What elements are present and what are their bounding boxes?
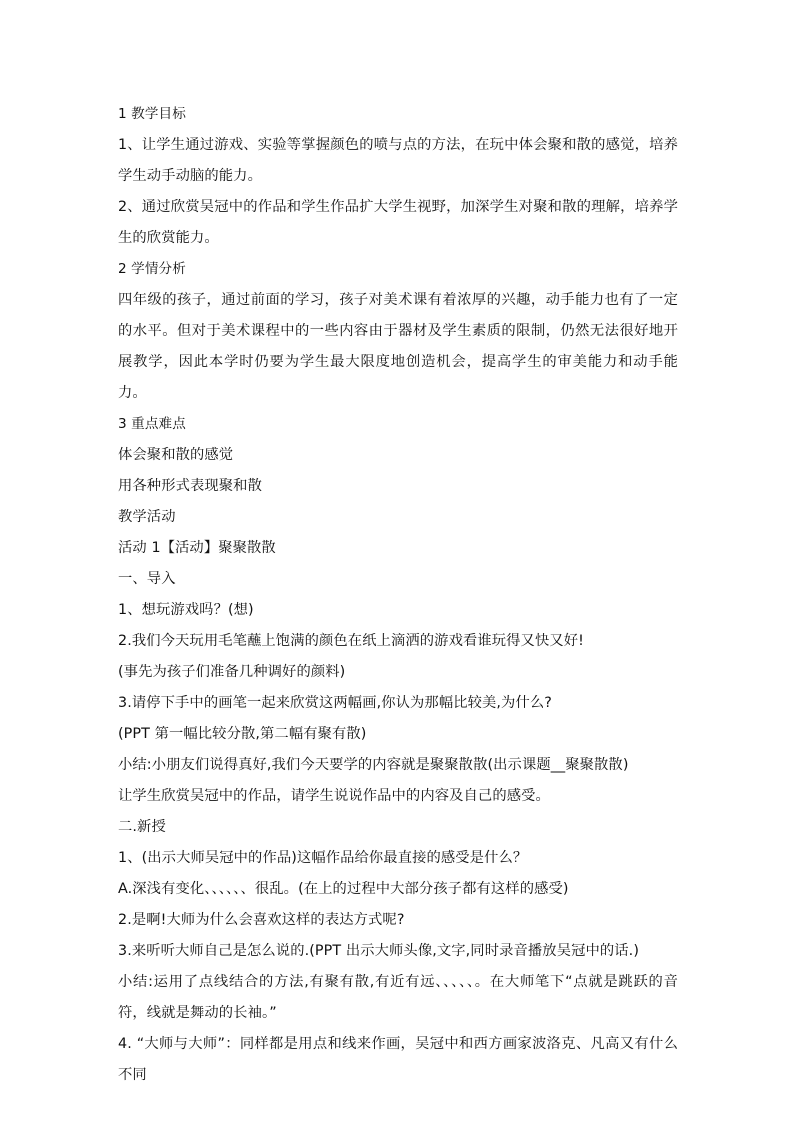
intro-step-2: 2.我们今天玩用毛笔蘸上饱满的颜色在纸上滴洒的游戏看谁玩得又快又好!	[118, 633, 584, 649]
lesson-answer-a: A.深浅有变化、、、、、、很乱。(在上的过程中大部分孩子都有这样的感受)	[118, 881, 569, 897]
analysis-paragraph: 四年级的孩子，通过前面的学习，孩子对美术课有着浓厚的兴趣，动手能力也有了一定的水平。但对于美术课程中的一些内容由于器材及学生素质的限制，仍然无法很好地开展教学，因此本学时仍要为学生最大限度地创造机会，提高学生的审美能力和动手能力。	[118, 292, 678, 401]
lesson-step-4: 4. “大师与大师”：同样都是用点和线来作画，吴冠中和西方画家波洛克、凡高又有什么不同	[118, 1036, 678, 1083]
lesson-step-3: 3.来听听大师自己是怎么说的.(PPT 出示大师头像,文字,同时录音播放吴冠中的话.)	[118, 943, 639, 959]
objective-2: 2、通过欣赏吴冠中的作品和学生作品扩大学生视野，加深学生对聚和散的理解，培养学生的欣赏能力。	[118, 199, 678, 246]
lesson-step-1: 1、(出示大师吴冠中的作品)这幅作品给你最直接的感受是什么？	[118, 850, 528, 866]
lesson-summary: 小结:运用了点线结合的方法,有聚有散,有近有远、、、、、。在大师笔下“点就是跳跃的音符，线就是舞动的长袖。”	[118, 974, 678, 1021]
intro-summary: 小结:小朋友们说得真好,我们今天要学的内容就是聚聚散散(出示课题__聚聚散散)	[118, 757, 629, 773]
section-heading-analysis: 2 学情分析	[118, 261, 186, 277]
part-2-new-lesson: 二.新授	[118, 819, 166, 835]
section-heading-key-points: 3 重点难点	[118, 416, 186, 432]
key-point-1: 体会聚和散的感觉	[118, 447, 234, 463]
teaching-activities-title: 教学活动	[118, 509, 176, 525]
intro-step-3: 3.请停下手中的画笔一起来欣赏这两幅画,你认为那幅比较美,为什么?	[118, 695, 552, 711]
section-heading-objectives: 1 教学目标	[118, 106, 186, 122]
intro-appreciation: 让学生欣赏吴冠中的作品，请学生说说作品中的内容及自己的感受。	[118, 788, 550, 804]
key-point-2: 用各种形式表现聚和散	[118, 478, 262, 494]
intro-step-1: 1、想玩游戏吗？(想)	[118, 602, 254, 618]
lesson-step-2: 2.是啊!大师为什么会喜欢这样的表达方式呢?	[118, 912, 405, 928]
part-1-intro: 一、导入	[118, 571, 176, 587]
intro-note-2: (PPT 第一幅比较分散,第二幅有聚有散)	[118, 726, 367, 742]
objective-1: 1、让学生通过游戏、实验等掌握颜色的喷与点的方法，在玩中体会聚和散的感觉，培养学生动手动脑的能力。	[118, 137, 678, 184]
document-body	[118, 99, 678, 1091]
activity-1-title: 活动 1【活动】聚聚散散	[118, 540, 276, 556]
intro-note-1: (事先为孩子们准备几种调好的颜料)	[118, 664, 346, 680]
